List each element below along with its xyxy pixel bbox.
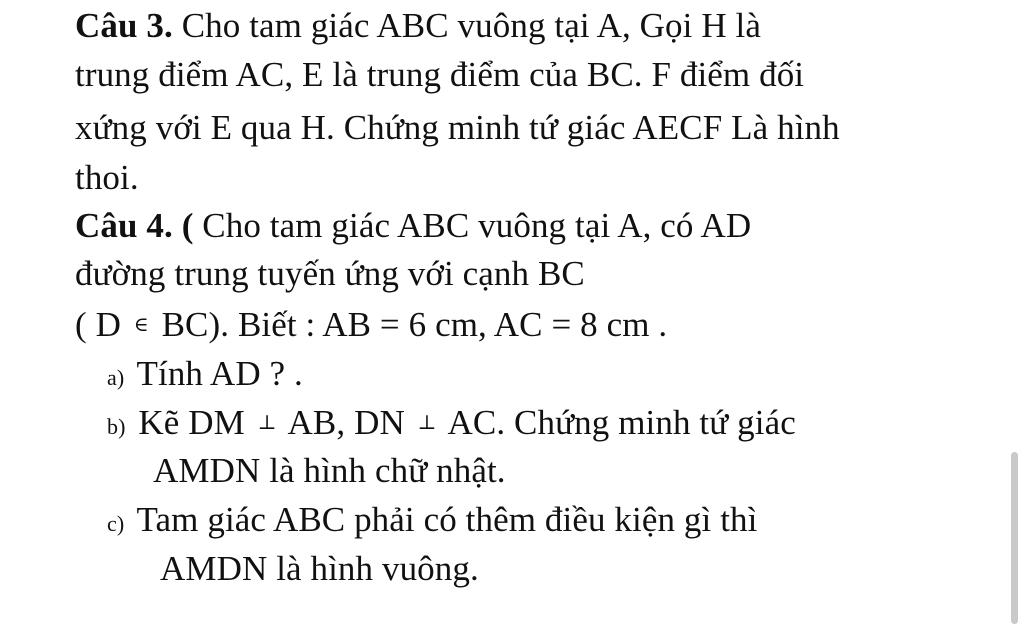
item-a-marker: a) [107,365,125,390]
q4-item-b-line-2: AMDN là hình chữ nhật. [153,451,506,490]
q4-text-3b: BC). Biết : AB = 6 cm, AC = 8 cm . [152,305,668,344]
q4-label: Câu 4. ( [75,206,194,245]
q3-label: Câu 3. [75,6,173,45]
element-of-symbol: ∈ [133,314,149,336]
item-b-text-1: Kẽ DM [129,403,254,442]
q4-item-c-line-2: AMDN là hình vuông. [160,549,479,588]
q3-line-3: xứng với E qua H. Chứng minh tứ giác AECF Là hình [75,108,840,147]
item-b-marker: b) [107,414,126,439]
q4-line-2: đường trung tuyến ứng với cạnh BC [75,254,585,293]
item-c-marker: c) [107,511,125,536]
scrollbar[interactable] [1011,452,1018,624]
perpendicular-symbol: ⊥ [417,412,437,434]
q4-text-1: Cho tam giác ABC vuông tại A, có AD [193,206,752,245]
item-c-text: Tam giác ABC phải có thêm điều kiện gì thì [128,500,758,539]
perpendicular-symbol: ⊥ [257,412,277,434]
q4-line-1 [75,204,751,248]
q4-item-b [107,401,796,449]
item-a-text: Tính AD ? . [128,354,303,393]
q4-item-a [107,352,303,400]
q4-line-3 [75,303,667,347]
item-b-text-2: AB, DN [280,403,414,442]
q4-text-3a: ( D [75,305,130,344]
q3-line-2: trung điểm AC, E là trung điểm của BC. F điểm đối [75,55,805,94]
q4-item-c [107,498,757,546]
q3-text-1: Cho tam giác ABC vuông tại A, Gọi H là [172,6,762,45]
q3-line-4: thoi. [75,158,139,197]
q3-line-1 [75,4,761,48]
item-b-text-3: AC. Chứng minh tứ giác [440,403,796,442]
